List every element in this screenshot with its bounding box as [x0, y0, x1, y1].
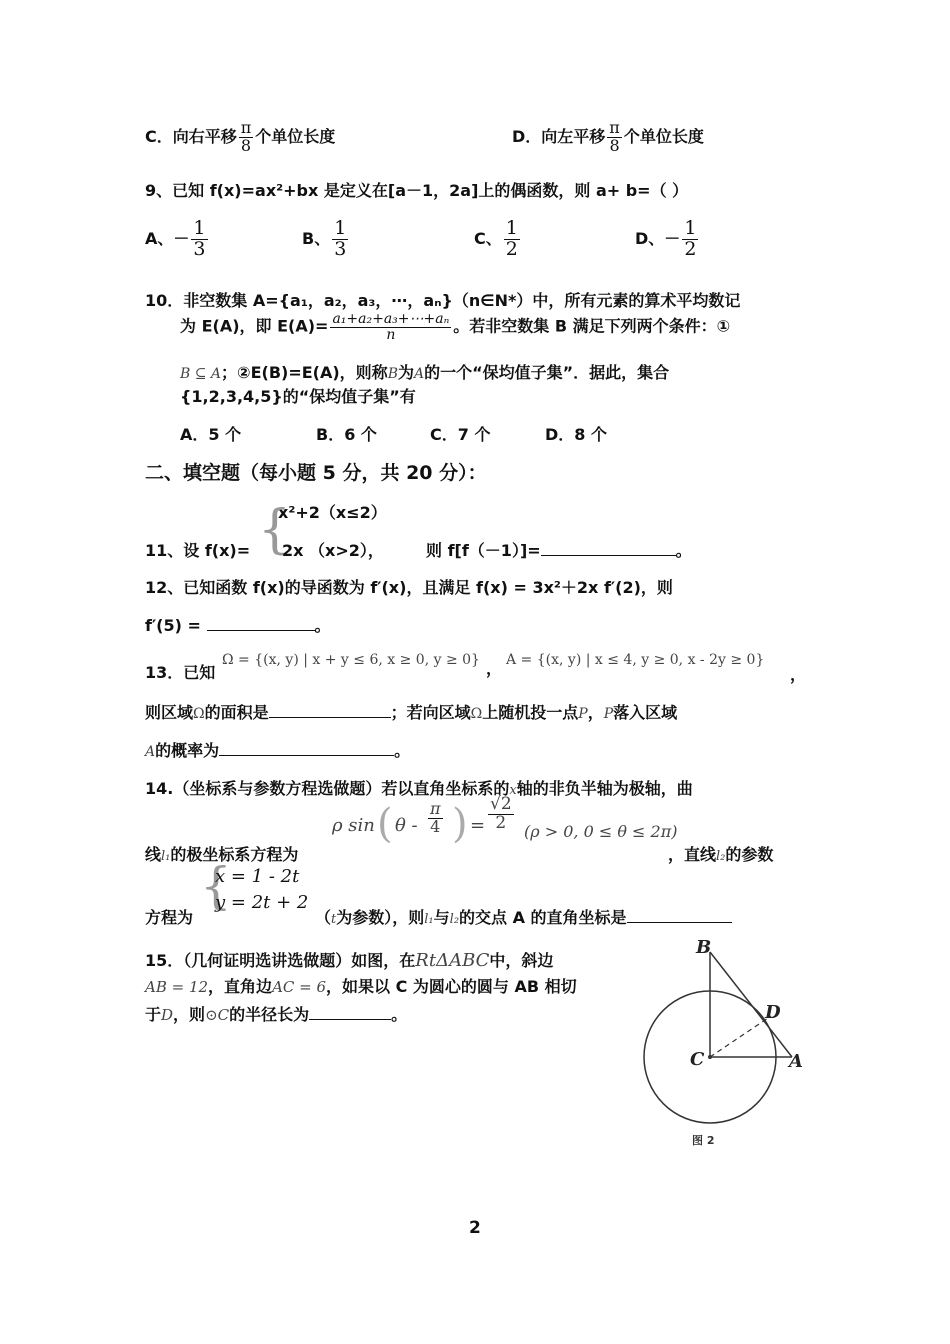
omega-set: Ω = {(x, y) | x + y ≤ 6, x ≥ 0, y ≥ 0}: [222, 652, 480, 668]
fraction: $\frac{\pi}{8}$: [609, 118, 620, 155]
answer-blank[interactable]: [541, 555, 676, 556]
q14-line2-right: ，直线l₂的参数: [668, 845, 774, 864]
param-x: x = 1 - 2t: [215, 866, 300, 887]
answer-blank[interactable]: [627, 922, 732, 923]
q8-option-c: C．向右平移 $\frac{\pi}{8}$ 个单位长度: [145, 118, 336, 155]
center-point: [708, 1055, 712, 1059]
q13-line3: A的概率为 。: [145, 741, 411, 760]
q10-line3: B ⊆ A；②E(B)=E(A)，则称B为A的一个“保均值子集”．据此，集合: [180, 363, 670, 382]
q15-line3: 于D，则⊙C的半径长为 。: [145, 1005, 408, 1024]
q10-option-d: D．8 个: [545, 425, 607, 444]
q11-case2: 2x （x>2），: [282, 541, 384, 560]
label-b: B: [696, 937, 712, 958]
q11-ask: 则 f[f（－1）]= 。: [426, 541, 692, 560]
q8-option-d: D．向左平移 $\frac{\pi}{8}$ 个单位长度: [512, 118, 704, 155]
q12-line1: 12、已知函数 f(x)的导函数为 f′(x)，且满足 f(x) = 3x²＋2x f′(2)，则: [145, 578, 673, 597]
q10-option-c: C．7 个: [430, 425, 491, 444]
q9-stem: 9、已知 f(x)=ax²+bx 是定义在[a－1，2a]上的偶函数，则 a+ b=（ ）: [145, 181, 689, 200]
segment-cd-dashed: [710, 1016, 771, 1057]
q14-line3: （t为参数），则l₁与l₂的交点 A 的直角坐标是: [315, 905, 732, 928]
q9-option-c: C、 $\frac{1}{2}$: [474, 217, 518, 260]
answer-blank[interactable]: [269, 717, 391, 718]
a-set: A = {(x, y) | x ≤ 4, y ≥ 0, x - 2y ≥ 0}: [506, 652, 765, 668]
q13-line2: 则区域Ω的面积是 ；若向区域Ω上随机投一点P，P落入区域: [145, 703, 678, 722]
q10-line1: 10．非空数集 A={a₁，a₂，a₃，⋯，aₙ}（n∈N*）中，所有元素的算术平均数记: [145, 291, 741, 310]
left-brace: {: [258, 500, 292, 560]
q10-option-a: A．5 个: [180, 425, 242, 444]
answer-blank[interactable]: [219, 755, 394, 756]
q9-option-a: A、－ $\frac{1}{3}$: [145, 217, 206, 260]
label-d: D: [765, 1002, 781, 1023]
geometry-figure: [630, 930, 820, 1160]
label-a: A: [789, 1051, 803, 1072]
q14-line1: 14.（坐标系与参数方程选做题）若以直角坐标系的x轴的非负半轴为极轴，曲: [145, 779, 693, 798]
q9-option-d: D、－ $\frac{1}{2}$: [635, 217, 697, 260]
q11-lead: 11、设 f(x)=: [145, 541, 251, 560]
q11-case1: x²+2（x≤2）: [278, 503, 387, 522]
figure-caption: 图 2: [692, 1134, 715, 1147]
label-c: C: [690, 1049, 705, 1070]
section-heading: 二、填空题（每小题 5 分，共 20 分）：: [145, 462, 487, 484]
q10-line2: 为 E(A)，即 E(A)= $\frac{\text{a₁+a₂+a₃+⋯+aₙ}}{n}$ 。若非空数集 B 满足下列两个条件：①: [180, 311, 731, 343]
left-brace: {: [200, 857, 232, 915]
q9-option-b: B、 $\frac{1}{3}$: [302, 217, 347, 260]
param-y: y = 2t + 2: [215, 892, 309, 913]
q12-line2: f′(5) = 。: [145, 616, 331, 635]
q15-line2: AB = 12，直角边AC = 6，如果以 C 为圆心的圆与 AB 相切: [145, 977, 577, 996]
comma: ，: [486, 659, 503, 678]
answer-blank[interactable]: [309, 1019, 391, 1020]
comma: ，: [790, 665, 807, 684]
fraction: $\frac{\pi}{8}$: [240, 118, 252, 155]
q14-line3-lead: 方程为: [145, 908, 194, 927]
q13-line1: 13．已知: [145, 663, 216, 682]
answer-blank[interactable]: [207, 630, 315, 631]
q14-line2-left: 线l₁的极坐标系方程为: [145, 845, 299, 864]
page-number: 2: [469, 1218, 481, 1238]
q15-line1: 15．（几何证明选讲选做题）如图，在RtΔABC中，斜边: [145, 950, 554, 971]
q10-line4: {1,2,3,4,5}的“保均值子集”有: [180, 387, 416, 406]
q10-option-b: B．6 个: [316, 425, 377, 444]
